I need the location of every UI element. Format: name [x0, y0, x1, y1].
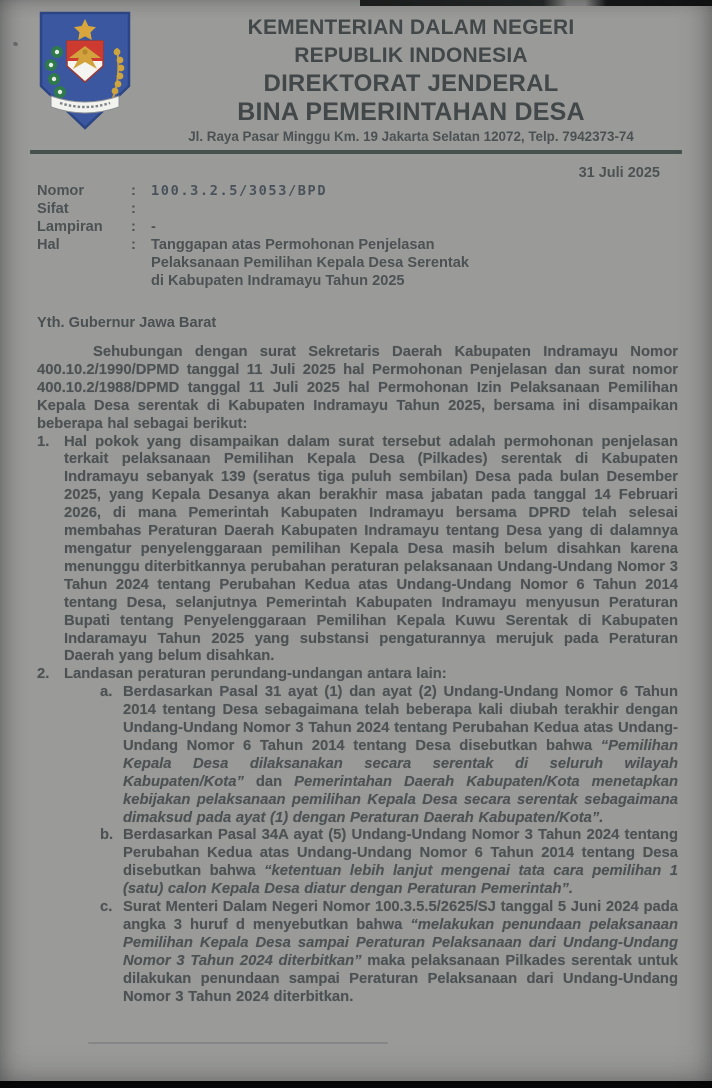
address-line: Jl. Raya Pasar Minggu Km. 19 Jakarta Selatan 12072, Telp. 7942373-74: [188, 129, 634, 144]
subitem-a-letter: a.: [100, 684, 113, 701]
hal-line-1: Tanggapan atas Permohonan Penjelasan: [151, 237, 435, 253]
intro-paragraph: Sehubungan dengan surat Sekretaris Daerah Kabupaten Indramayu Nomor 400.10.2/1990/DPMD tanggal 11 Juli 2025 hal Permohonan Penjelasan dan surat nomor 400.10.2/1988/DPMD tanggal 11 Juli 2025 hal Permohonan Izin Pelaksanaan Pemilihan Kepala Desa serentak di Kabupaten Indramayu Tahun 2025, bersama ini disampaikan beberapa hal sebagai berikut:: [37, 344, 678, 432]
letterhead-text: [140, 14, 682, 145]
letter-body: [37, 344, 678, 1007]
letterhead-divider: [30, 150, 682, 154]
nomor-colon: :: [131, 183, 136, 199]
subitem-a-quote-2: Pemerintahan Daerah Kabupaten/Kota menetapkan kebijakan pelaksanaan pemilihan Kepala Desa secara serentak sebagaimana dimaksud pada ayat (1) dengan Peraturan Daerah Kabupaten/Kota”.: [123, 773, 678, 826]
item-1-text: Hal pokok yang disampaikan dalam surat tersebut adalah permohonan penjelasan terkait pelaksanaan Pemilihan Kepala Desa (Pilkades) serentak di Kabupaten Indramayu sebanyak 139 (seratus tiga puluh sembilan) Desa pada bulan Desember 2025, yang Kepala Desanya akan berakhir masa jabatan pada tanggal 14 Februari 2026, di mana Pemerintah Kabupaten Indramayu bersama DPRD telah selesai membahas Peraturan Daerah Kabupaten Indramayu tentang Desa yang di dalamnya mengatur penyelenggaraan pemilihan Kepala Desa masih belum disahkan karena menunggu diterbitkannya perubahan peraturan pelaksanaan Undang-Undang Nomor 3 Tahun 2024 tentang Perubahan Kedua atas Undang-Undang Nomor 6 Tahun 2014 tentang Desa, selanjutnya Pemerintah Kabupaten Indramayu menyusun Peraturan Bupati tentang Penyelenggaraan Pemilihan Kepala Kuwu Serentak di Kabupaten Indaramayu Tahun 2025 yang substansi pengaturannya merujuk pada Peraturan Daerah yang belum disahkan.: [64, 433, 678, 665]
nomor-label: Nomor: [37, 183, 85, 199]
hal-colon: :: [131, 237, 136, 253]
letter-meta-block: [37, 182, 678, 290]
ministry-name: KEMENTERIAN DALAM NEGERI: [247, 16, 575, 39]
photo-edge-bottom: [0, 1081, 712, 1088]
subitem-c-seg1: Surat Menteri Dalam Negeri Nomor 100.3.5.5/2625/SJ tanggal 5 Juni 2024 pada angka 3 huruf d menyebutkan bahwa: [123, 899, 678, 933]
subitem-b-seg1: Berdasarkan Pasal 34A ayat (5) Undang-Undang Nomor 3 Tahun 2024 tentang Perubahan Kedua atas Undang-Undang Nomor 6 Tahun 2014 tentang Desa disebutkan bahwa: [123, 827, 678, 880]
letterhead: [0, 0, 712, 145]
list-item-1: [37, 434, 678, 667]
list-item-2: [37, 666, 678, 1006]
subitem-a-seg1: Berdasarkan Pasal 31 ayat (1) dan ayat (2) Undang-Undang Nomor 6 Tahun 2014 tentang Desa sebagaimana telah beberapa kali diubah terakhir dengan Undang-Undang Nomor 3 Tahun 2024 tentang Perubahan Kedua atas Undang-Undang Nomor 6 Tahun 2014 tentang Desa disebutkan bahwa: [123, 684, 678, 754]
subitem-c: [100, 899, 678, 1006]
hal-value: [151, 236, 678, 290]
hal-label: Hal: [37, 237, 60, 253]
subitem-c-seg3: maka pelaksanaan Pilkades serentak untuk dilakukan penundaan sampai Peraturan Pelaksanaan dari Undang-Undang Nomor 3 Tahun 2024 diterbitkan.: [123, 952, 678, 1005]
directorate-name-line: BINA PEMERINTAHAN DESA: [237, 98, 585, 126]
lampiran-value: -: [151, 219, 156, 235]
subitem-c-text: [123, 899, 678, 1006]
subitem-b-quote: “ketentuan lebih lanjut mengenai tata cara pemilihan 1 (satu) calon Kepala Desa diatur dengan Peraturan Pemerintah”.: [123, 863, 678, 898]
recipient-line: Yth. Gubernur Jawa Barat: [37, 315, 217, 331]
subitem-a-quote-1: “Pemilihan Kepala Desa dilaksanakan secara serentak di seluruh wilayah Kabupaten/Kota”: [123, 737, 678, 790]
subitem-b-text: [123, 827, 678, 899]
kemendagri-emblem-icon: [33, 10, 137, 132]
photo-smudge: [88, 1042, 388, 1044]
republic-line: REPUBLIK INDONESIA: [294, 44, 528, 67]
nomor-value: 100.3.2.5/3053/BPD: [151, 183, 328, 199]
hal-line-2: Pelaksanaan Pemilihan Kepala Desa Serentak: [151, 255, 469, 271]
lampiran-colon: :: [131, 219, 136, 235]
hal-line-3: di Kabupaten Indramayu Tahun 2025: [151, 273, 405, 289]
sifat-label: Sifat: [37, 201, 69, 217]
subitem-a-text: [123, 684, 678, 827]
sifat-value: [151, 200, 678, 218]
directorate-line: DIREKTORAT JENDERAL: [263, 70, 559, 97]
subitem-a-seg3: dan: [243, 773, 295, 790]
subitem-c-quote: “melakukan penundaan pelaksanaan Pemilihan Kepala Desa sampai Peraturan Pelaksanaan dari Undang-Undang Nomor 3 Tahun 2024 diterbitkan”: [123, 917, 678, 969]
subitem-c-letter: c.: [100, 899, 113, 916]
sifat-colon: :: [131, 201, 136, 217]
subitem-b: [100, 827, 678, 899]
lampiran-label: Lampiran: [37, 219, 103, 235]
letter-date: 31 Juli 2025: [578, 165, 660, 181]
item-2-content: [64, 666, 678, 1006]
subitem-b-letter: b.: [100, 827, 114, 844]
item-2-number: 2.: [37, 666, 50, 683]
subitem-a: [100, 684, 678, 827]
item-2-lead: Landasan peraturan perundang-undangan antara lain:: [64, 666, 447, 683]
item-1-number: 1.: [37, 433, 50, 450]
